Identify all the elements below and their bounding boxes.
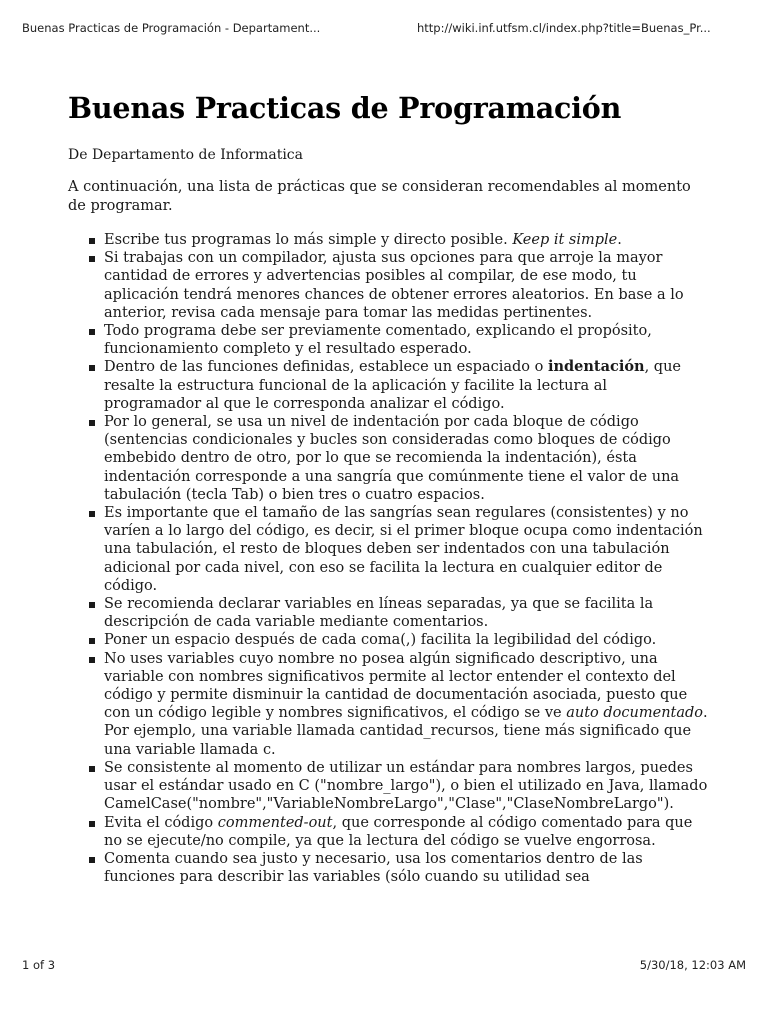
list-item: Evita el código commented-out, que corresponde al código comentado para que no se ejecute/no compile, ya que la lectura del código se vuelve engorrosa. [104, 814, 708, 850]
list-item: Comenta cuando sea justo y necesario, usa los comentarios dentro de las funciones para describir las variables (sólo cuando su utilidad sea [104, 850, 708, 886]
print-datetime: 5/30/18, 12:03 AM [639, 958, 746, 972]
practices-list [68, 231, 708, 886]
print-header-title: Buenas Practicas de Programación - Departament... [22, 21, 321, 35]
list-item: Si trabajas con un compilador, ajusta sus opciones para que arroje la mayor cantidad de errores y advertencias posibles al compilar, de ese modo, tu aplicación tendrá menores chances de obtener errores aleatorios. En base a lo anterior, revisa cada mensaje para tomar las medidas pertinentes. [104, 249, 708, 322]
list-item: Es importante que el tamaño de las sangrías sean regulares (consistentes) y no varíen a lo largo del código, es decir, si el primer bloque ocupa como indentación una tabulación, el resto de bloques deben ser indentados con una tabulación adicional por cada nivel, con eso se facilita la lectura en cualquier editor de código. [104, 504, 708, 595]
article [68, 88, 708, 886]
print-header [22, 21, 746, 39]
list-item: Escribe tus programas lo más simple y directo posible. Keep it simple. [104, 231, 708, 249]
print-header-url: http://wiki.inf.utfsm.cl/index.php?title=Buenas_Pr... [417, 21, 711, 35]
intro-paragraph: A continuación, una lista de prácticas que se consideran recomendables al momento de programar. [68, 179, 691, 214]
list-item: No uses variables cuyo nombre no posea algún significado descriptivo, una variable con nombres significativos permite al lector entender el contexto del código y permite disminuir la cantidad de documentación asociada, puesto que con un código legible y nombres significativos, el código se ve auto documentado. Por ejemplo, una variable llamada cantidad_recursos, tiene más significado que una variable llamada c. [104, 650, 708, 758]
page-title: Buenas Practicas de Programación [68, 91, 622, 125]
list-item: Se consistente al momento de utilizar un estándar para nombres largos, puedes usar el estándar usado en C ("nombre_largo"), o bien el utilizado en Java, llamado CamelCase("nombre","VariableNombreLargo","Clase","ClaseNombreLargo"). [104, 759, 708, 813]
page-number: 1 of 3 [22, 958, 56, 972]
page-subtitle: De Departamento de Informatica [68, 147, 303, 163]
print-footer [22, 958, 746, 974]
list-item: Poner un espacio después de cada coma(,) facilita la legibilidad del código. [104, 631, 708, 649]
list-item: Dentro de las funciones definidas, establece un espaciado o indentación, que resalte la estructura funcional de la aplicación y facilite la lectura al programador al que le corresponda analizar el código. [104, 358, 708, 413]
list-item: Se recomienda declarar variables en líneas separadas, ya que se facilita la descripción de cada variable mediante comentarios. [104, 595, 708, 631]
list-item: Por lo general, se usa un nivel de indentación por cada bloque de código (sentencias condicionales y bucles son consideradas como bloques de código embebido dentro de otro, por lo que se recomienda la indentación), ésta indentación corresponde a una sangría que comúnmente tiene el valor de una tabulación (tecla Tab) o bien tres o cuatro espacios. [104, 413, 708, 504]
list-item: Todo programa debe ser previamente comentado, explicando el propósito, funcionamiento completo y el resultado esperado. [104, 322, 708, 358]
